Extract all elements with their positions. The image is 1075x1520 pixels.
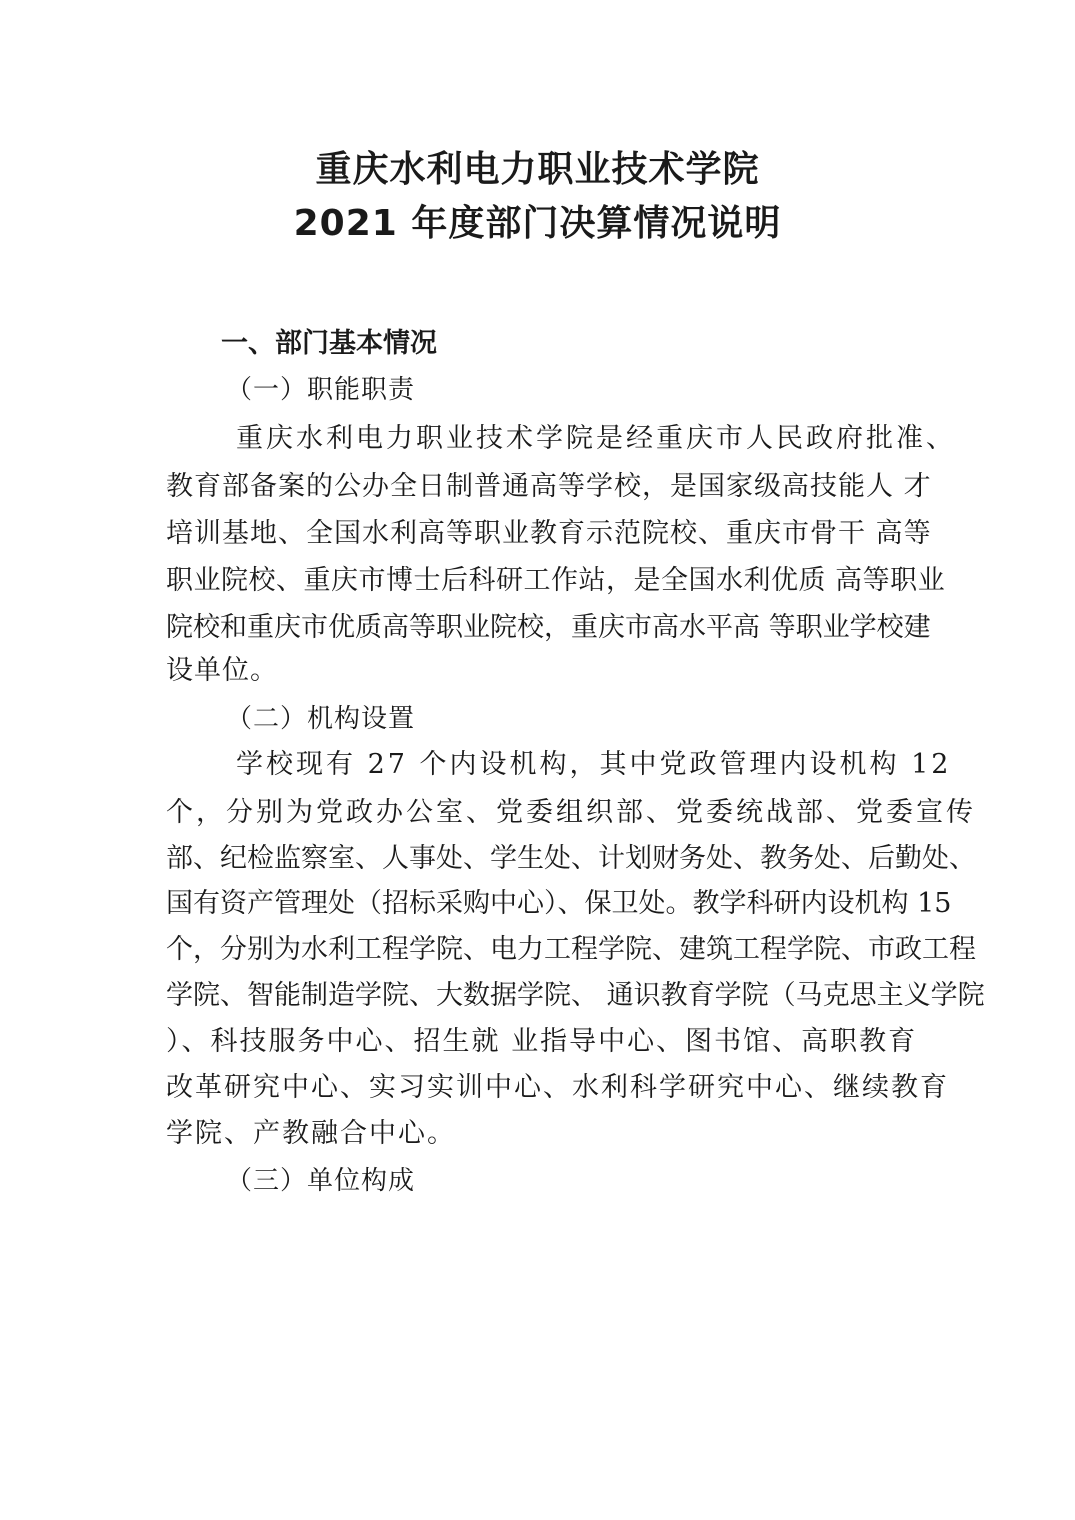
sub2-line: 改革研究中心、实习实训中心、水利科学研究中心、继续教育 [166,1072,949,1103]
document-title-line1: 重庆水利电力职业技术学院 [315,149,760,190]
sub1-line: 培训基地、全国水利高等职业教育示范院校、重庆市骨干 高等 [166,518,932,549]
sub1-line: 重庆水利电力职业技术学院是经重庆市人民政府批准、 [236,423,956,454]
sub2-line: 学院、产教融合中心。 [166,1118,456,1149]
sub2-line: 学校现有 27 个内设机构，其中党政管理内设机构 12 [236,749,952,780]
sub1-line: 院校和重庆市优质高等职业院校，重庆市高水平高 等职业学校建 [166,612,931,643]
sub2-line: 个，分别为水利工程学院、电力工程学院、建筑工程学院、市政工程 [166,934,976,965]
sub2-line: ）、科技服务中心、招生就 业指导中心、图书馆、高职教育 [166,1026,918,1057]
sub2-line: 个，分别为党政办公室、党委组织部、党委统战部、党委宣传 [166,797,976,828]
sub2-line: 国有资产管理处（招标采购中心）、保卫处。教学科研内设机构 15 [166,888,952,919]
sub2-line: 学院、智能制造学院、大数据学院、 通识教育学院（马克思主义学院 [166,980,985,1011]
document-title-line2: 2021 年度部门决算情况说明 [293,203,782,244]
sub1-line: 教育部备案的公办全日制普通高等学校，是国家级高技能人 才 [166,471,932,502]
sub1-line: 职业院校、重庆市博士后科研工作站，是全国水利优质 高等职业 [166,565,946,596]
sub1-line: 设单位。 [166,655,278,686]
sub2-heading: （二）机构设置 [226,704,416,734]
sub1-heading: （一）职能职责 [226,375,416,405]
sub3-heading: （三）单位构成 [226,1166,416,1196]
sub2-line: 部、纪检监察室、人事处、学生处、计划财务处、教务处、后勤处、 [166,843,976,874]
section1-heading: 一、部门基本情况 [221,328,437,359]
